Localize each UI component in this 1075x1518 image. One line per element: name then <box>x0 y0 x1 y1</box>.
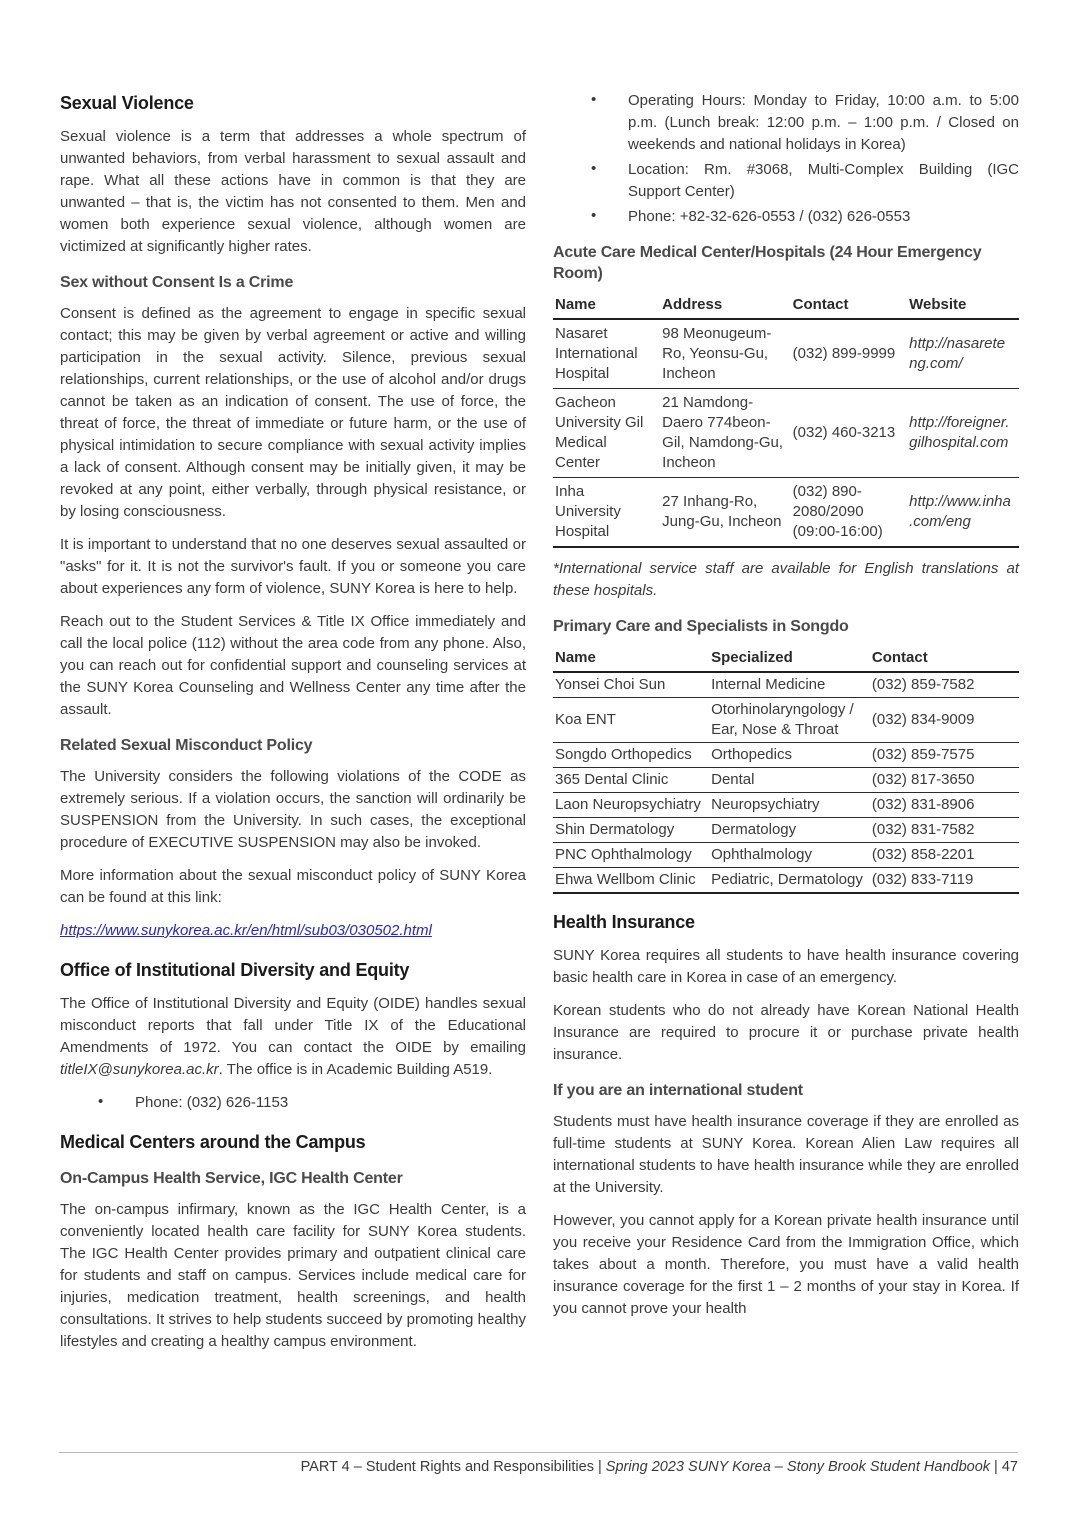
right-column <box>553 90 1019 1331</box>
cell-clinic-specialized: Pediatric, Dermatology <box>711 871 863 888</box>
subheading-primary-care: Primary Care and Specialists in Songdo <box>553 618 849 635</box>
heading-health-insurance: Health Insurance <box>553 912 695 932</box>
phone-text: Phone: +82-32-626-0553 / (032) 626-0553 <box>628 208 911 225</box>
table-row <box>553 868 1019 894</box>
paragraph-international-1: Students must have health insurance coverage if they are enrolled as full-time students at SUNY Korea. Korean Alien Law requires all international students to have health insurance while they are enrolled at the University. <box>553 1113 1019 1196</box>
paragraph-no-one-deserves: It is important to understand that no one deserves sexual assaulted or "asks" for it. It is not the survivor's fault. If you or someone you care about experiences any form of violence, SUNY Korea is here to help. <box>60 536 526 597</box>
table-row <box>553 478 1019 548</box>
operating-hours-text: Operating Hours: Monday to Friday, 10:00 a.m. to 5:00 p.m. (Lunch break: 12:00 p.m. – 1:00 p.m. / Closed on weekends and national holidays in Korea) <box>628 92 1019 153</box>
left-column <box>60 90 526 1364</box>
page-footer <box>301 1459 1018 1475</box>
acute-care-hospitals-table <box>553 294 1019 548</box>
heading-sexual-violence: Sexual Violence <box>60 93 194 113</box>
heading-oide: Office of Institutional Diversity and Equity <box>60 960 410 980</box>
footer-handbook-title: Spring 2023 SUNY Korea – Stony Brook Student Handbook <box>605 1459 991 1475</box>
cell-clinic-name: PNC Ophthalmology <box>553 843 709 868</box>
cell-clinic-specialized: Internal Medicine <box>709 672 870 698</box>
column-header-contact: Contact <box>791 294 908 319</box>
cell-hospital-website: http://foreigner.gilhospital.com <box>907 389 1019 478</box>
igc-location-bullet <box>553 159 1019 203</box>
cell-clinic-name: Songdo Orthopedics <box>553 743 709 768</box>
cell-hospital-address: 21 Namdong-Daero 774beon-Gil, Namdong-Gu, Incheon <box>660 389 790 478</box>
paragraph-international-2: However, you cannot apply for a Korean private health insurance until you receive your Residence Card from the Immigration Office, which takes about a month. Therefore, you must have a valid health insurance coverage for the first 1 – 2 months of your stay in Korea. If you cannot prove your health <box>553 1212 1019 1317</box>
subheading-igc-health-center: On-Campus Health Service, IGC Health Center <box>60 1170 403 1187</box>
cell-clinic-contact: (032) 817-3650 <box>870 768 1019 793</box>
igc-operating-hours-bullet <box>553 90 1019 156</box>
oide-phone-bullet <box>60 1092 526 1114</box>
cell-clinic-specialized: Dental <box>709 768 870 793</box>
misconduct-policy-link[interactable]: https://www.sunykorea.ac.kr/en/html/sub03/030502.html <box>60 922 432 939</box>
paragraph-health-insurance-2: Korean students who do not already have Korean National Health Insurance are required to procure it or purchase private health insurance. <box>553 1002 1019 1063</box>
paragraph-consent-definition: Consent is defined as the agreement to engage in specific sexual contact; this may be given by verbal agreement or active and willing participation in the sexual activity. Silence, previous sexual relationships, current relationships, or the use of alcohol and/or drugs cannot be taken as an indication of consent. The use of force, the threat of force, the threat of immediate or future harm, or the use of physical intimidation to secure compliance with sexual activity implies a lack of consent. Although consent may be initially given, it may be revoked at any point, either verbally, through physical resistance, or by losing consciousness. <box>60 305 526 520</box>
oide-text-before: The Office of Institutional Diversity and Equity (OIDE) handles sexual misconduct reports that fall under Title IX of the Educational Amendments of 1972. You can contact the OIDE by emailing <box>60 995 526 1056</box>
cell-clinic-name: Shin Dermatology <box>553 818 709 843</box>
table-row <box>553 843 1019 868</box>
table-row <box>553 768 1019 793</box>
primary-care-specialists-table <box>553 647 1019 894</box>
cell-clinic-specialized: Otorhinolaryngology / Ear, Nose & Throat <box>709 698 870 743</box>
cell-hospital-contact: (032) 899-9999 <box>791 319 908 389</box>
paragraph-health-insurance-1: SUNY Korea requires all students to have health insurance covering basic health care in Korea in case of an emergency. <box>553 947 1019 986</box>
bullet-icon: • <box>591 91 597 108</box>
cell-clinic-specialized: Neuropsychiatry <box>709 793 870 818</box>
footer-separator: | <box>593 1459 606 1475</box>
footer-divider <box>59 1452 1018 1453</box>
bullet-icon: • <box>591 160 597 177</box>
table-header-row <box>553 647 1019 672</box>
footer-part-label: PART 4 – Student Rights and Responsibilities <box>300 1459 594 1475</box>
table-row <box>553 818 1019 843</box>
cell-hospital-website: http://www.inha.com/eng <box>909 493 1011 530</box>
cell-hospital-address: 98 Meonugeum-Ro, Yeonsu-Gu, Incheon <box>660 319 790 389</box>
table-row <box>553 389 1019 478</box>
cell-clinic-name: Ehwa Wellbom Clinic <box>555 871 696 888</box>
column-header-name: Name <box>553 647 709 672</box>
paragraph-more-info: More information about the sexual misconduct policy of SUNY Korea can be found at this link: <box>60 867 526 906</box>
cell-clinic-specialized: Dermatology <box>709 818 870 843</box>
cell-hospital-address: 27 Inhang-Ro, Jung-Gu, Incheon <box>662 493 782 530</box>
subheading-acute-care: Acute Care Medical Center/Hospitals (24 Hour Emergency Room) <box>553 244 982 282</box>
cell-clinic-contact: (032) 834-9009 <box>870 698 1019 743</box>
bullet-icon: • <box>591 207 597 224</box>
column-header-website: Website <box>907 294 1019 319</box>
paragraph-igc-health-center: The on-campus infirmary, known as the IGC Health Center, is a conveniently located health care facility for SUNY Korea students. The IGC Health Center provides primary and outpatient clinical care for students and staff on campus. Services include medical care for injuries, medication treatment, health screenings, and health consultations. It strives to help students succeed by promoting healthy lifestyles and creating a healthy campus environment. <box>60 1201 526 1350</box>
subheading-international-student: If you are an international student <box>553 1082 803 1099</box>
table-row <box>553 698 1019 743</box>
subheading-related-misconduct-policy: Related Sexual Misconduct Policy <box>60 737 313 754</box>
paragraph-sexual-violence: Sexual violence is a term that addresses a whole spectrum of unwanted behaviors, from verbal harassment to sexual assault and rape. What all these actions have in common is that they are unwanted – that is, the victim has not consented to them. Men and women both experience sexual violence, although women are victimized at significantly higher rates. <box>60 128 526 255</box>
table-row <box>553 319 1019 389</box>
paragraph-oide <box>60 993 526 1081</box>
cell-clinic-contact: (032) 833-7119 <box>871 871 974 888</box>
paragraph-reach-out: Reach out to the Student Services & Title IX Office immediately and call the local police (112) without the area code from any phone. Also, you can reach out for confidential support and counseling services at the SUNY Korea Counseling and Wellness Center any time after the assault. <box>60 613 526 718</box>
cell-clinic-specialized: Ophthalmology <box>709 843 870 868</box>
footer-separator: | <box>990 1459 1002 1475</box>
column-header-address: Address <box>660 294 790 319</box>
table-row <box>553 793 1019 818</box>
column-header-specialized: Specialized <box>709 647 870 672</box>
table-row <box>553 743 1019 768</box>
cell-clinic-contact: (032) 831-7582 <box>870 818 1019 843</box>
heading-medical-centers: Medical Centers around the Campus <box>60 1132 366 1152</box>
cell-hospital-contact: (032) 460-3213 <box>791 389 908 478</box>
cell-clinic-contact: (032) 859-7575 <box>870 743 1019 768</box>
oide-text-after: . The office is in Academic Building A519. <box>218 1061 493 1078</box>
location-text: Location: Rm. #3068, Multi-Complex Building (IGC Support Center) <box>628 161 1019 200</box>
international-staff-footnote: *International service staff are available for English translations at these hospitals. <box>553 560 1019 599</box>
cell-hospital-name: Gacheon University Gil Medical Center <box>553 389 660 478</box>
cell-hospital-name: Nasaret International Hospital <box>553 319 660 389</box>
column-header-name: Name <box>553 294 660 319</box>
cell-clinic-specialized: Orthopedics <box>709 743 870 768</box>
cell-clinic-name: Yonsei Choi Sun <box>553 672 709 698</box>
cell-clinic-name: Koa ENT <box>553 698 709 743</box>
paragraph-code-violations: The University considers the following violations of the CODE as extremely serious. If a violation occurs, the sanction will ordinarily be SUSPENSION from the University. In such cases, the exceptional procedure of EXECUTIVE SUSPENSION may also be invoked. <box>60 768 526 851</box>
cell-clinic-contact: (032) 859-7582 <box>870 672 1019 698</box>
cell-clinic-name: Laon Neuropsychiatry <box>553 793 709 818</box>
cell-hospital-website: http://nasareteng.com/ <box>907 319 1019 389</box>
cell-clinic-contact: (032) 831-8906 <box>870 793 1019 818</box>
cell-hospital-name: Inha University Hospital <box>555 483 621 540</box>
subheading-sex-without-consent: Sex without Consent Is a Crime <box>60 274 294 291</box>
table-header-row <box>553 294 1019 319</box>
table-row <box>553 672 1019 698</box>
oide-email: titleIX@sunykorea.ac.kr <box>60 1061 219 1078</box>
cell-clinic-name: 365 Dental Clinic <box>553 768 709 793</box>
footer-page-number: 47 <box>1001 1459 1018 1475</box>
policy-link-line <box>60 920 526 942</box>
cell-clinic-contact: (032) 858-2201 <box>870 843 1019 868</box>
igc-phone-bullet <box>553 206 1019 228</box>
bullet-icon: • <box>98 1093 104 1110</box>
cell-hospital-contact: (032) 890-2080/2090 (09:00-16:00) <box>792 483 883 540</box>
column-header-contact: Contact <box>870 647 1019 672</box>
oide-phone-text: Phone: (032) 626-1153 <box>135 1094 289 1111</box>
